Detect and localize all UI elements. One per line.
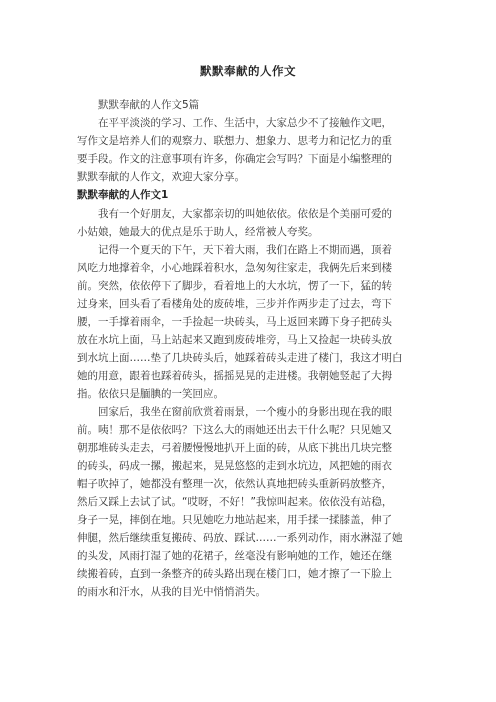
paragraph-line: 我有一个好朋友，大家都亲切的叫她依依。依依是个美丽可爱的	[98, 208, 392, 220]
paragraph-line: 小姑娘，她最大的优点是乐于助人，经常被人夸奖。	[77, 226, 319, 238]
paragraph-line: 腰，一手撑着雨伞，一手捡起一块砖头，马上返回来蹲下身子把砖头	[77, 316, 392, 328]
paragraph-line: 过身来，回头看了看楼角处的废砖堆，三步并作两步走了过去，弯下	[77, 298, 392, 310]
paragraph-line: 伸腿，然后继续重复搬砖、码放、踩试……一系列动作，雨水淋湿了她	[77, 532, 403, 544]
page-title: 默默奉献的人作文	[200, 64, 296, 78]
paragraph-line: 的砖头，码成一摞，搬起来，晃晃悠悠的走到水坑边，风把她的雨衣	[77, 460, 392, 472]
paragraph-line: 的雨水和汗水，从我的目光中悄悄消失。	[77, 586, 266, 598]
paragraph-line: 记得一个夏天的下午，天下着大雨，我们在路上不期而遇，顶着	[98, 244, 392, 256]
paragraph-line: 帽子吹掉了，她都没有整理一次，依然认真地把砖头重新码放整齐，	[77, 478, 392, 490]
paragraph-line: 到水坑上面……垫了几块砖头后，她踩着砖头走进了楼门，我这才明白	[77, 352, 403, 364]
paragraph-line: 风吃力地撑着伞，小心地踩着积水，急匆匆往家走，我俩先后来到楼	[77, 262, 392, 274]
paragraph-line: 续搬着砖，直到一条整齐的砖头路出现在楼门口，她才擦了一下脸上	[77, 568, 392, 580]
subtitle: 默默奉献的人作文5篇	[98, 99, 200, 111]
intro-line: 要手段。作文的注意事项有许多，你确定会写吗？下面是小编整理的	[77, 153, 392, 165]
paragraph-line: 身子一晃，摔倒在地。只见她吃力地站起来，用手揉一揉膝盖，伸了	[77, 514, 392, 526]
paragraph-line: 指。依依只是腼腆的一笑回应。	[77, 388, 224, 400]
paragraph-line: 的头发，风雨打湿了她的花裙子，丝毫没有影响她的工作，她还在继	[77, 550, 392, 562]
paragraph-line: 前。咦！那不是依依吗？下这么大的雨她还出去干什么呢？只见她又	[77, 424, 392, 436]
paragraph-line: 朝那堆砖头走去，弓着腰慢慢地扒开上面的砖，从底下挑出几块完整	[77, 442, 392, 454]
paragraph-line: 回家后，我坐在窗前欣赏着雨景，一个瘦小的身影出现在我的眼	[98, 406, 392, 418]
section-heading: 默默奉献的人作文1	[77, 189, 169, 201]
intro-line: 默默奉献的人作文，欢迎大家分享。	[77, 171, 245, 183]
intro-line: 在平平淡淡的学习、工作、生活中，大家总少不了接触作文吧，	[98, 117, 392, 129]
paragraph-line: 放在水坑上面，马上站起来又跑到废砖堆旁，马上又捡起一块砖头放	[77, 334, 392, 346]
intro-line: 写作文是培养人们的观察力、联想力、想象力、思考力和记忆力的重	[77, 135, 392, 147]
paragraph-line: 然后又踩上去试了试。“哎呀，不好！”我惊叫起来。依依没有站稳，	[77, 496, 393, 508]
paragraph-line: 前。突然，依依停下了脚步，看着地上的大水坑，愣了一下，猛的转	[77, 280, 392, 292]
paragraph-line: 她的用意，跟着也踩着砖头，摇摇晃晃的走进楼。我朝她竖起了大拇	[77, 370, 392, 382]
